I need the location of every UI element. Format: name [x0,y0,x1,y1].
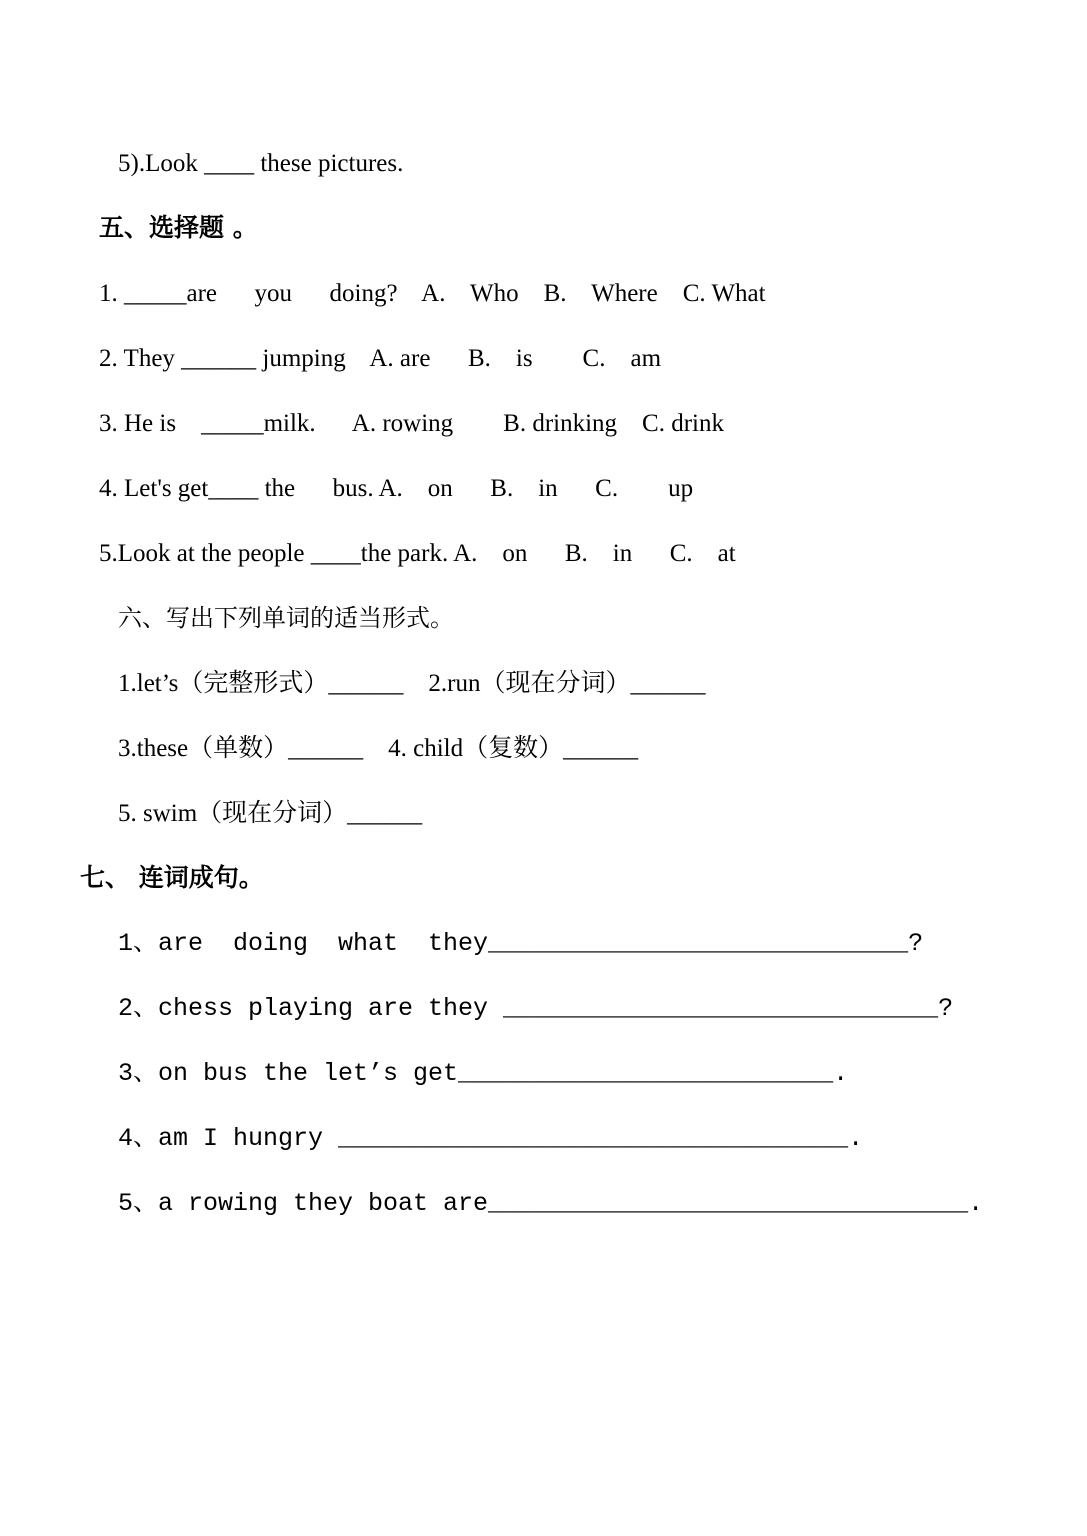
choice-question-3: 3. He is _____milk. A. rowing B. drinking C. drink [99,410,724,437]
section-6-heading: 六、写出下列单词的适当形式。 [118,604,454,632]
sentence-item-1: 1、are doing what they____________________________? [118,929,924,958]
sentence-item-3: 3、on bus the let’s get_________________________. [118,1059,849,1088]
choice-question-4: 4. Let's get____ the bus. A. on B. in C. up [99,475,694,502]
word-form-row-3: 5. swim（现在分词）______ [118,800,423,827]
choice-question-1: 1. _____are you doing? A. Who B. Where C. What [99,280,766,307]
word-form-row-1: 1.let’s（完整形式）______ 2.run（现在分词）______ [118,670,706,697]
choice-question-5: 5.Look at the people ____the park. A. on B. in C. at [99,540,736,567]
sentence-item-5: 5、a rowing they boat are________________________________. [118,1189,984,1218]
choice-question-2: 2. They ______ jumping A. are B. is C. am [99,345,662,372]
section-5-heading: 五、选择题 。 [99,213,258,242]
section-7-heading: 七、 连词成句。 [80,863,264,892]
word-form-row-2: 3.these（单数）______ 4. child（复数）______ [118,735,639,762]
sentence-item-4: 4、am I hungry __________________________________. [118,1124,864,1153]
fill-blank-question-5: 5).Look ____ these pictures. [118,150,404,177]
sentence-item-2: 2、chess playing are they _____________________________? [118,994,954,1023]
